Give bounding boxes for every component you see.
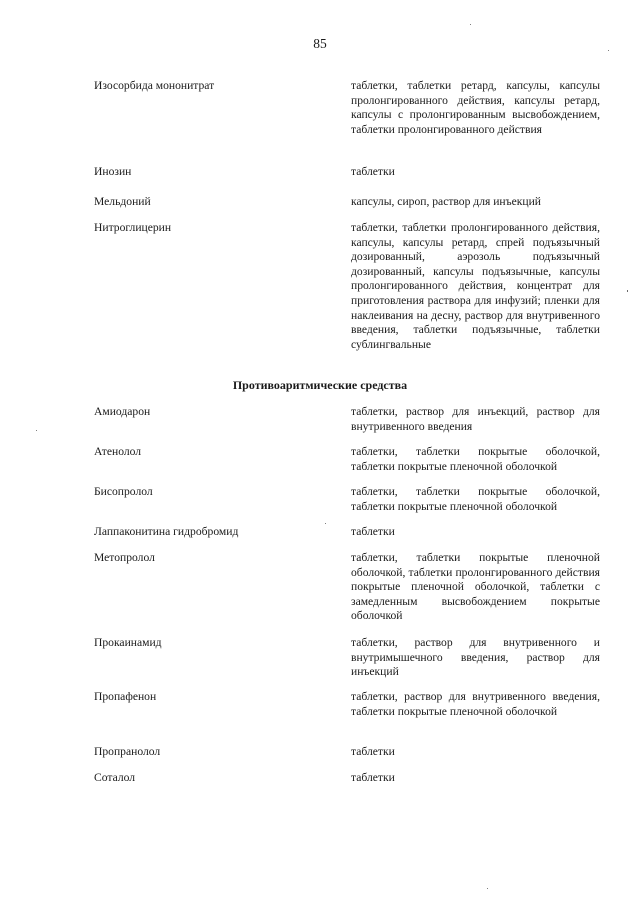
dosage-forms: таблетки, таблетки покрытые пленочной оболочкой, таблетки пролонгированного действия покрытые пленочной оболочкой, таблетки с замедленным высвобождением покрытые оболочкой <box>351 551 600 623</box>
drug-name: Лаппаконитина гидробромид <box>94 525 239 538</box>
scan-speck <box>36 430 37 431</box>
drug-name: Прокаинамид <box>94 636 162 649</box>
dosage-forms: таблетки <box>351 745 395 758</box>
dosage-forms: таблетки, раствор для внутривенного и внутримышечного введения, раствор для инъекций <box>351 636 600 679</box>
drug-name: Атенолол <box>94 445 142 458</box>
dosage-forms: таблетки <box>351 165 395 178</box>
scan-speck <box>627 290 628 292</box>
drug-name: Пропафенон <box>94 690 157 703</box>
scan-speck <box>325 523 326 524</box>
page-number: 85 <box>313 36 327 51</box>
drug-name: Метопролол <box>94 551 155 564</box>
scan-speck <box>470 24 471 25</box>
drug-name: Соталол <box>94 771 136 784</box>
dosage-forms: таблетки <box>351 771 395 784</box>
dosage-forms: капсулы, сироп, раствор для инъекций <box>351 195 542 208</box>
drug-name: Амиодарон <box>94 405 151 418</box>
drug-name: Бисопролол <box>94 485 153 498</box>
dosage-forms: таблетки, раствор для инъекций, раствор для внутривенного введения <box>351 405 600 433</box>
drug-name: Нитроглицерин <box>94 221 172 234</box>
drug-name: Пропранолол <box>94 745 161 758</box>
section-heading: Противоаритмические средства <box>232 378 408 392</box>
dosage-forms: таблетки, таблетки покрытые оболочкой, таблетки покрытые пленочной оболочкой <box>351 485 600 513</box>
dosage-forms: таблетки <box>351 525 395 538</box>
dosage-forms: таблетки, таблетки покрытые оболочкой, таблетки покрытые пленочной оболочкой <box>351 445 600 473</box>
scan-speck <box>487 888 488 889</box>
drug-name: Инозин <box>94 165 132 178</box>
dosage-forms: таблетки, таблетки ретард, капсулы, капсулы пролонгированного действия, капсулы ретард, капсулы с пролонгированным высвобождением, таблетки пролонгированного действия <box>351 79 600 136</box>
dosage-forms: таблетки, раствор для внутривенного введения, таблетки покрытые пленочной оболочкой <box>351 690 600 718</box>
scan-speck <box>608 50 609 51</box>
drug-name: Изосорбида мононитрат <box>94 79 215 92</box>
drug-name: Мельдоний <box>94 195 151 208</box>
dosage-forms: таблетки, таблетки пролонгированного действия, капсулы, капсулы ретард, спрей подъязычный дозированный, аэрозоль подъязычный дозированный, капсулы подъязычные, капсулы пролонгированного действия, концентрат для приготовления раствора для инфузий; пленки для наклеивания на десну, раствор для внутривенного введения, таблетки подъязычные, таблетки сублингвальные <box>351 221 600 351</box>
